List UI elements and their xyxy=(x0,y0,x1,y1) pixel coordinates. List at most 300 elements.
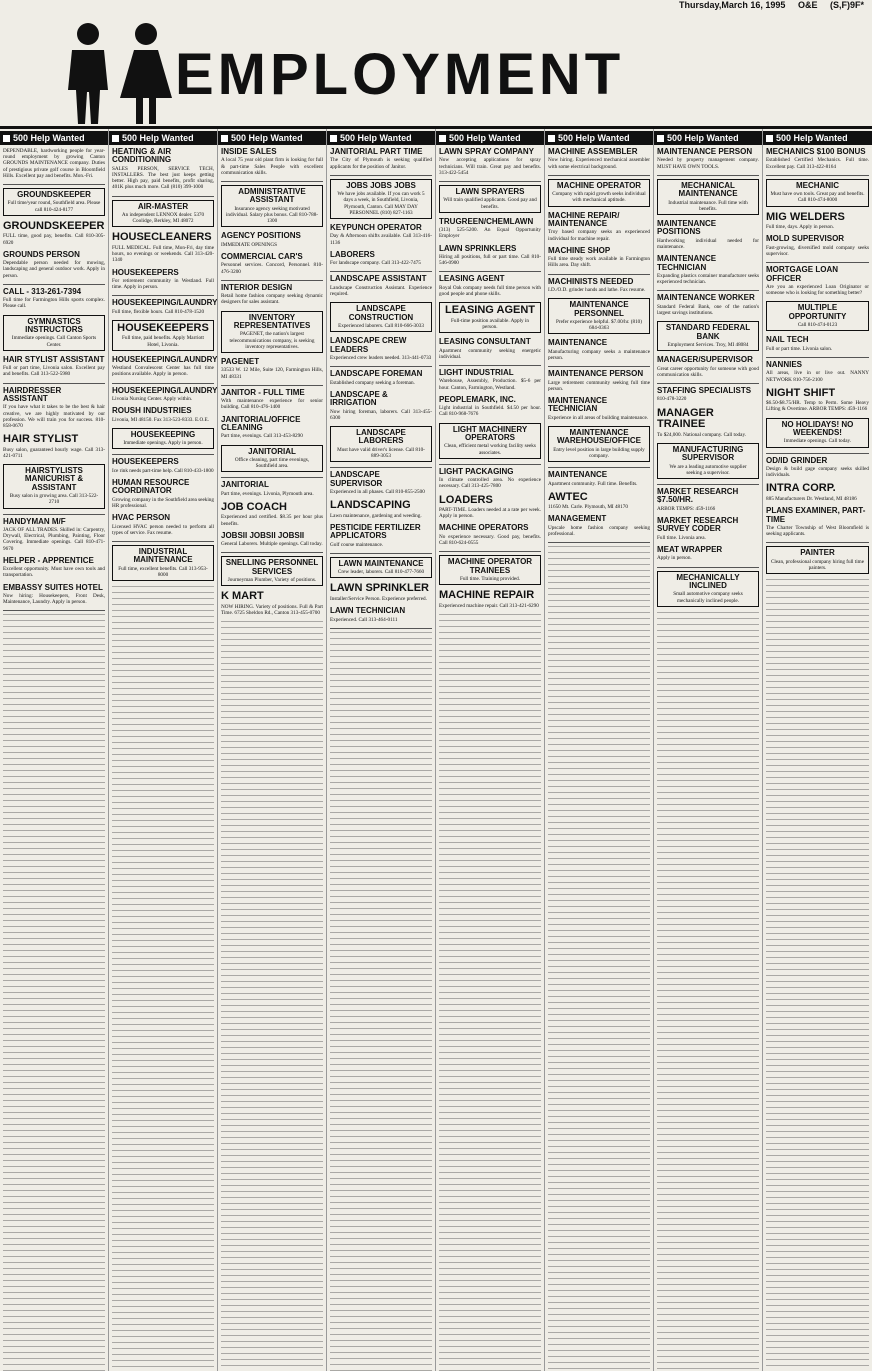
classified-ad xyxy=(112,407,214,423)
ad-divider xyxy=(548,274,650,275)
classified-ad xyxy=(657,356,759,378)
ad-body: Immediate openings. Apply in person. xyxy=(123,440,203,447)
ad-title: MAINTENANCE PERSONNEL xyxy=(569,300,629,318)
classified-ad xyxy=(330,148,432,170)
ad-body: 33533 W. 12 Mile, Suite 120, Farmington Hills, MI 48331 xyxy=(221,367,323,380)
classified-column xyxy=(109,129,218,1371)
ad-body: Part time, evenings. Livonia, Plymouth area. xyxy=(221,490,314,497)
classified-ad xyxy=(439,185,541,213)
ad-body: Established company seeking a foreman. xyxy=(330,379,415,386)
ad-title: MULTIPLE OPPORTUNITY xyxy=(788,303,847,321)
ad-title: MORTGAGE LOAN OFFICER xyxy=(766,265,838,283)
ad-body: All areas, live in or live out. NANNY NETWORK 810-756-2100 xyxy=(766,370,869,383)
ad-title: MARKET RESEARCH $7.50/HR. xyxy=(657,487,739,505)
classified-column xyxy=(218,129,327,1371)
classified-ad xyxy=(330,557,432,579)
ad-title: LIGHT PACKAGING xyxy=(439,466,514,476)
classified-ad xyxy=(3,518,105,552)
ad-body: Now hiring: Housekeepers, Front Desk, Maintenance, Laundry. Apply in person. xyxy=(3,593,105,606)
ad-body: An independent LENNOX dealer. 5370 Coolidge, Berkley, MI 48072 xyxy=(121,211,205,225)
classified-ad xyxy=(766,507,869,537)
classified-ad xyxy=(221,284,323,306)
classified-ad xyxy=(657,571,759,607)
page-tag: (S,F)9F* xyxy=(829,0,864,10)
classified-ad xyxy=(657,321,759,351)
ad-title: LANDSCAPE LABORERS xyxy=(356,427,406,446)
ad-title: STAFFING SPECIALISTS xyxy=(657,385,752,395)
ad-title: INTRA CORP. xyxy=(766,482,836,495)
ad-title: JANITOR - FULL TIME xyxy=(221,387,305,397)
ad-title: HANDYMAN M/F xyxy=(3,516,66,526)
ad-title: MAINTENANCE xyxy=(548,470,608,480)
ad-body: 11650 Mt. Carle. Plymouth, MI 48170 xyxy=(548,504,628,511)
classified-ad xyxy=(221,445,323,473)
ad-title: MACHINE OPERATORS xyxy=(439,523,529,533)
small-print-texture xyxy=(3,614,105,1371)
ad-title: MANUFACTURING SUPERVISOR xyxy=(672,444,744,463)
classified-column xyxy=(763,129,872,1371)
classified-ad xyxy=(657,148,759,170)
classified-ad xyxy=(330,275,432,297)
section-title: EMPLOYMENT xyxy=(175,42,625,107)
ad-title: MARKET RESEARCH SURVEY CODER xyxy=(657,516,739,534)
classified-column xyxy=(0,129,109,1371)
ad-divider xyxy=(439,464,541,465)
ad-title: JOBS JOBS JOBS xyxy=(346,180,416,190)
classified-ad xyxy=(3,464,105,509)
classified-ad xyxy=(439,423,541,459)
ad-body: Clean, efficient metal working facility seeks associates. xyxy=(444,443,536,456)
column-heading-label: 500 Help Wanted xyxy=(776,133,848,143)
classified-columns xyxy=(0,129,872,1371)
classified-ad xyxy=(766,388,869,413)
ad-title: HOUSEKEEPING/LAUNDRY xyxy=(112,385,218,395)
ad-title: LANDSCAPE ASSISTANT xyxy=(330,274,427,284)
ad-title: LAWN SPRAY COMPANY xyxy=(439,147,534,156)
ad-divider xyxy=(439,181,541,182)
ad-divider xyxy=(330,366,432,367)
ad-body: I.D./O.D. grinder hands and lathe. Fax resume. xyxy=(548,286,646,293)
ad-body: Apartment community seeking energetic individual. xyxy=(439,347,541,360)
ad-body: We have jobs available. If you can work 5 days a week, in Southfield, Livonia, Plymouth, Canton. Call MAY DAY PERSONNEL (810) 827-1163 xyxy=(337,191,425,216)
classified-ad xyxy=(221,416,323,440)
ad-divider xyxy=(657,290,759,291)
column-heading xyxy=(327,131,435,145)
ad-body: Licensed HVAC person needed to perform all types of service. Fax resume. xyxy=(112,523,214,536)
ad-divider xyxy=(221,552,323,553)
ad-divider xyxy=(112,295,214,296)
classified-ad xyxy=(439,396,541,418)
classified-ad xyxy=(766,483,869,502)
ad-title: GROUNDS PERSON xyxy=(3,249,80,259)
classified-ad xyxy=(3,315,105,351)
classified-ad xyxy=(439,148,541,176)
ad-body: A local 75 year old plant firm is looking for full & part-time Sales People with excellent communication skills. xyxy=(221,157,323,176)
classified-ad xyxy=(657,255,759,285)
ad-body: Company with rapid growth seeks individual with mechanical aptitude. xyxy=(552,191,646,204)
column-heading-label: 500 Help Wanted xyxy=(340,133,412,143)
ad-body: Golf course maintenance. xyxy=(330,541,384,548)
ad-title: LABORERS xyxy=(330,249,375,259)
ad-divider xyxy=(330,271,432,272)
classified-ad xyxy=(112,545,214,581)
ad-title: LIGHT INDUSTRIAL xyxy=(439,367,514,377)
ad-divider xyxy=(330,467,432,468)
classified-ad xyxy=(766,457,869,479)
ad-title: ROUSH INDUSTRIES xyxy=(112,406,192,416)
ad-body: $6.50-$8.75/HR. Temp to Perm. Some Heavy Lifting & Overtime. ARBOR TEMPS: 459-1166 xyxy=(766,400,869,413)
ad-title: NO HOLIDAYS! NO WEEKENDS! xyxy=(781,419,854,438)
classified-ad xyxy=(3,251,105,279)
classified-ad xyxy=(221,311,323,353)
ad-title: PESTICIDE FERTILIZER APPLICATORS xyxy=(330,522,421,541)
ad-divider xyxy=(766,357,869,358)
small-print-texture xyxy=(330,632,432,1371)
employment-banner xyxy=(0,14,872,129)
square-bullet-icon xyxy=(112,135,119,142)
ad-body: Royal Oak company needs full time person with good people and phone skills. xyxy=(439,284,541,297)
classified-ad xyxy=(112,385,218,403)
ad-divider xyxy=(330,553,432,554)
ad-divider xyxy=(112,383,214,384)
classified-ad xyxy=(221,185,323,227)
ad-divider xyxy=(766,262,869,263)
ad-title: MAINTENANCE TECHNICIAN xyxy=(657,254,717,272)
classified-ad xyxy=(766,546,869,574)
ad-body: Full time for Farmington Hills sports complex. Please call. xyxy=(3,297,105,310)
ad-divider xyxy=(439,271,541,272)
classified-ad xyxy=(330,179,432,219)
ad-body: Full time, paid benefits. Apply Marriott Hotel, Livonia. xyxy=(122,335,204,348)
ad-title: JANITORIAL/OFFICE CLEANING xyxy=(221,414,301,432)
ad-body: General Laborers. Multiple openings. Call today. xyxy=(221,541,323,548)
date-line: Thursday,March 16, 1995 xyxy=(679,0,786,10)
ad-divider xyxy=(657,484,759,485)
ad-title: GROUNDSKEEPER xyxy=(17,190,91,200)
ad-title: LAWN MAINTENANCE xyxy=(338,558,424,568)
ad-title: MAINTENANCE TECHNICIAN xyxy=(548,395,608,414)
ad-body: The Charter Township of West Bloomfield is seeking applicants. xyxy=(766,524,869,538)
ad-divider xyxy=(3,284,105,285)
ad-body: Manufacturing company seeks a maintenance person. xyxy=(548,348,650,361)
ad-body: Part time, evenings. Call 313-453-8290 xyxy=(221,433,303,440)
ad-title: HOUSEKEEPING xyxy=(130,429,196,439)
ad-body: Full time. Livonia area. xyxy=(657,534,706,541)
ad-title: MACHINISTS NEEDED xyxy=(548,276,634,286)
ad-title: HOUSEKEEPING/LAUNDRY xyxy=(112,298,218,308)
ad-body: Full-time position available. Apply in person. xyxy=(451,317,529,330)
ad-title: LANDSCAPE CONSTRUCTION xyxy=(348,304,414,322)
ad-divider xyxy=(112,196,214,197)
ad-title: HELPER - APPRENTICE xyxy=(3,555,94,565)
section-code: O&E xyxy=(797,0,818,10)
ad-body: Livonia, MI 48150. Fax 313-523-8333. E.O.E. xyxy=(112,416,209,423)
ad-title: INTERIOR DESIGN xyxy=(221,282,293,292)
classified-ad xyxy=(548,278,650,294)
classified-ad xyxy=(439,468,541,490)
ad-title: EMBASSY SUITES HOTEL xyxy=(3,582,103,592)
ad-body: Experienced crew leaders needed. 313-441-0733 xyxy=(330,354,432,361)
ad-title: LANDSCAPE FOREMAN xyxy=(330,369,423,379)
classified-ad xyxy=(221,502,323,527)
ad-body: Warehouse, Assembly, Production. $5-6 per hour. Canton, Farmington, Westland. xyxy=(439,378,541,391)
ad-title: MIG WELDERS xyxy=(766,210,845,223)
classified-ad xyxy=(3,434,105,459)
ad-title: MAINTENANCE POSITIONS xyxy=(657,218,717,237)
ad-body: No experience necessary. Good pay, benefits. Call 810-624-0555 xyxy=(439,533,541,547)
ad-body: (313) 525-5200. An Equal Opportunity Employer xyxy=(439,227,541,240)
classified-ad xyxy=(112,428,214,450)
ad-title: MAINTENANCE PERSON xyxy=(548,369,644,379)
ad-title: OD/ID GRINDER xyxy=(766,455,828,465)
ad-title: HOUSEKEEPERS xyxy=(112,457,179,467)
ad-body: Busy salon in growing area. Call 313-522-2710 xyxy=(9,493,99,506)
classified-ad xyxy=(330,583,432,602)
column-heading xyxy=(436,131,544,145)
ad-title: GYMNASTICS INSTRUCTORS xyxy=(25,316,83,334)
page-header-line xyxy=(0,0,872,14)
ad-body: Office cleaning, part time evenings, Southfield area. xyxy=(234,456,310,470)
classified-ad xyxy=(439,495,541,520)
column-heading-label: 500 Help Wanted xyxy=(122,133,194,143)
ad-title: HVAC PERSON xyxy=(112,513,171,523)
ad-title: PLANS EXAMINER, PART-TIME xyxy=(766,506,866,524)
classified-ad xyxy=(330,251,432,267)
classified-ad xyxy=(766,336,869,352)
ad-title: HAIRDRESSER ASSISTANT xyxy=(3,385,62,403)
ad-body: Industrial maintenance. Full time with benefits. xyxy=(668,199,748,212)
ad-divider xyxy=(657,567,759,568)
column-heading xyxy=(218,131,326,145)
classified-ad xyxy=(766,235,869,257)
ad-title: MECHANICALLY INCLINED xyxy=(676,572,740,590)
ad-body: Crew leader, laborers. Call 810-477-7660 xyxy=(337,569,425,576)
classified-ad xyxy=(766,266,869,296)
classified-ad xyxy=(439,302,541,333)
column-heading-label: 500 Help Wanted xyxy=(667,133,739,143)
ad-body: For landscape company. Call 313-422-7475 xyxy=(330,260,421,267)
ad-body: Experienced laborers. Call 810-666-3033 xyxy=(338,322,424,329)
classified-ad xyxy=(112,232,214,263)
ad-divider xyxy=(221,477,323,478)
classified-ad xyxy=(330,391,432,421)
ad-body: To $24,000. National company. Call today. xyxy=(657,431,747,438)
ad-title: STANDARD FEDERAL BANK xyxy=(665,323,751,341)
ad-body: Excellent opportunity. Must have own tools and transportation. xyxy=(3,566,105,579)
ad-divider xyxy=(548,366,650,367)
ad-title: MACHINE SHOP xyxy=(548,245,611,255)
ad-title: HEATING & AIR CONDITIONING xyxy=(112,147,172,165)
ad-divider xyxy=(439,365,541,366)
ad-body: Retail home fashion company seeking dynamic designers for sales assistant. xyxy=(221,293,323,306)
ad-body: If you have what it takes to be the best & hair creative, we are highly motivated by our profession. We will train you for success. 810-858-0670 xyxy=(3,404,105,429)
ad-body: Apply in person. xyxy=(657,555,692,562)
classified-ad xyxy=(112,148,214,191)
square-bullet-icon xyxy=(3,135,10,142)
ad-body: Experienced. Call 313-464-0111 xyxy=(330,616,398,623)
ad-body: Small automotive company seeks mechanically inclined people. xyxy=(673,591,743,604)
ad-title: LANDSCAPE SUPERVISOR xyxy=(330,470,383,488)
ad-body: Installer/Service Person. Experience preferred. xyxy=(330,595,427,602)
ad-body: Must have valid driver's license. Call 810-889-3053 xyxy=(337,446,425,459)
ad-body: DEPENDABLE, hardworking people for year-round employment by growing Canton GROUNDS MAINTENANCE company. Duties of prestigious private golf course in Bloomfield Hills. Excellent pay and benefits. Mon.-Fri. xyxy=(3,148,105,179)
ad-body: Growing company in the Southfield area seeking HR professional. xyxy=(112,496,214,510)
ad-body: Expanding plastics container manufacturer seeks experienced technician. xyxy=(657,272,759,286)
ad-body: Full or part time, Livonia salon. Excellent pay and benefits. Call 313-522-5980 xyxy=(3,365,105,378)
classified-ad xyxy=(112,514,214,536)
classified-ad xyxy=(112,200,214,228)
classified-ad xyxy=(112,320,214,351)
ad-title: HOUSEKEEPERS xyxy=(112,267,179,277)
ad-body: Employment Services. Troy, MI 48084 xyxy=(667,341,749,348)
classified-ad xyxy=(548,515,650,537)
small-print-texture xyxy=(766,579,869,1371)
classified-ad xyxy=(330,224,432,246)
classified-ad xyxy=(548,339,650,361)
classified-ad xyxy=(221,232,323,248)
classified-ad xyxy=(330,426,432,462)
ad-title: LOADERS xyxy=(439,493,493,506)
ad-divider xyxy=(766,542,869,543)
ad-body: Standard Federal Bank, one of the nation's largest savings institutions. xyxy=(657,303,759,316)
ad-title: JOB COACH xyxy=(221,500,288,513)
ad-body: Immediate openings. Call Canton Sports Center. xyxy=(11,335,97,348)
ad-divider xyxy=(112,541,214,542)
ad-title: MAINTENANCE WORKER xyxy=(657,293,755,303)
ad-title: INSIDE SALES xyxy=(221,147,277,156)
column-heading-label: 500 Help Wanted xyxy=(558,133,630,143)
ad-divider xyxy=(221,385,323,386)
classified-ad xyxy=(3,188,105,216)
column-heading xyxy=(654,131,762,145)
ad-body: IMMEDIATE OPENINGS xyxy=(221,241,278,248)
ad-body: Clean, professional company hiring full time painters. xyxy=(770,558,865,571)
classified-ad xyxy=(439,369,541,391)
classified-ad xyxy=(3,356,105,378)
classified-ad xyxy=(439,218,541,240)
classified-ad xyxy=(548,471,650,487)
ad-body: Troy based company seeks an experienced individual for machine repair. xyxy=(548,229,650,242)
ad-divider xyxy=(3,383,105,384)
ad-title: MANAGEMENT xyxy=(548,514,607,524)
small-print-texture xyxy=(657,612,759,1371)
ad-body: Prefer experience helpful. $7.00/hr. (810) 684-0363 xyxy=(556,318,642,332)
classified-ad xyxy=(439,338,541,360)
ad-title: LEASING CONSULTANT xyxy=(439,337,531,347)
classified-ad xyxy=(221,481,323,497)
ad-title: MANAGER/SUPERVISOR xyxy=(657,355,753,365)
ad-title: AGENCY POSITIONS xyxy=(221,231,301,241)
classified-ad xyxy=(330,370,432,386)
classified-ad xyxy=(657,179,759,215)
ad-body: 885 Manufacturers Dr. Westland, MI 48186 xyxy=(766,495,857,502)
ad-divider xyxy=(548,467,650,468)
ad-title: SNELLING PERSONNEL SERVICES xyxy=(225,558,319,576)
ad-body: Full time. Training provided. xyxy=(459,576,521,583)
ad-title: MECHANICAL MAINTENANCE xyxy=(678,180,738,199)
ad-title: NANNIES xyxy=(766,359,803,369)
ad-body: Established Certified Mechanics. Full time. Excellent pay. Call 313-422-8164 xyxy=(766,157,869,170)
ad-body: ARBOR TEMPS: 459-1166 xyxy=(657,505,716,512)
ad-body: Call 810-474-0123 xyxy=(797,322,838,329)
classified-ad xyxy=(439,524,541,546)
ad-title: MACHINE REPAIR/ MAINTENANCE xyxy=(548,210,620,228)
ad-body: Fast-growing, diversified mold company seeks supervisor. xyxy=(766,244,869,257)
ad-title: MOLD SUPERVISOR xyxy=(766,234,845,244)
square-bullet-icon xyxy=(330,135,337,142)
ad-body: FULL time, good pay, benefits. Call 810-305-6920 xyxy=(3,233,105,246)
classified-ad xyxy=(439,555,541,585)
classified-ad xyxy=(330,524,432,548)
ad-title: HAIR STYLIST ASSISTANT xyxy=(3,354,105,364)
ad-title: COMMERCIAL CAR'S xyxy=(221,251,303,261)
ad-body: PART-TIME. Loaders needed at a rate per week. Apply in person. xyxy=(439,507,541,520)
classified-ad xyxy=(3,288,105,310)
ad-body: Apartment community. Full time. Benefits. xyxy=(548,480,638,487)
classified-ad xyxy=(112,479,214,509)
ad-body: In climate controlled area. No experience necessary. Call 313-425-7800 xyxy=(439,477,541,490)
ad-title: PAGENET xyxy=(221,356,260,366)
ad-body: Light industrial in Southfield. $4.50 per hour. Call 810-968-7676 xyxy=(439,405,541,418)
ad-divider xyxy=(439,551,541,552)
ad-title: LAWN SPRINKLERS xyxy=(439,243,517,253)
column-heading-label: 500 Help Wanted xyxy=(13,133,85,143)
classified-ad xyxy=(3,221,105,246)
ad-body: Full time/year round, Southfield area. Please call 810-424-8177 xyxy=(7,200,101,213)
classified-ad xyxy=(766,301,869,331)
classified-column xyxy=(545,129,654,1371)
classified-ad xyxy=(766,179,869,207)
classified-ad xyxy=(439,275,541,297)
ad-body: The City of Plymouth is seeking qualified applicants for the position of Janitor. xyxy=(330,157,432,170)
ad-title: MECHANICS $100 BONUS xyxy=(766,147,866,156)
ad-body: Experience in all areas of building maintenance. xyxy=(548,414,649,421)
classified-ad xyxy=(3,557,105,579)
ad-divider xyxy=(112,454,214,455)
ad-body: Now accepting applications for spray technicians. Will train. Great pay and benefits. 313-422-5454 xyxy=(439,157,541,176)
square-bullet-icon xyxy=(657,135,664,142)
ad-title: LANDSCAPE & IRRIGATION xyxy=(330,389,388,408)
classified-ad xyxy=(548,397,650,421)
ad-title: MACHINE ASSEMBLER xyxy=(548,147,638,156)
classified-ad xyxy=(221,253,323,275)
ad-title: INVENTORY REPRESENTATIVES xyxy=(233,312,311,330)
ad-title: PEOPLEMARK, INC. xyxy=(439,394,516,404)
ad-title: HOUSEKEEPING/LAUNDRY xyxy=(112,354,218,364)
ad-title: AWTEC xyxy=(548,490,588,503)
classified-ad xyxy=(548,212,650,242)
classified-ad xyxy=(112,354,218,378)
ad-body: Needed by property management company. MUST HAVE OWN TOOLS. xyxy=(657,157,759,170)
column-heading-label: 500 Help Wanted xyxy=(449,133,521,143)
ad-body: Livonia Nursing Center. Apply within. xyxy=(112,396,193,403)
ad-title: JANITORIAL xyxy=(221,480,269,490)
ad-title: MECHANIC xyxy=(795,180,840,190)
classified-ad xyxy=(548,247,650,269)
ad-body: Immediate openings. Call today. xyxy=(783,438,852,445)
ad-title: JOBSII JOBSII JOBSII xyxy=(221,530,305,540)
classified-column xyxy=(436,129,545,1371)
classified-ad xyxy=(330,337,432,361)
ad-body: Full time steady work available in Farmington Hills area. Day shift. xyxy=(548,256,650,269)
ad-divider xyxy=(221,181,323,182)
ad-title: TRUGREEN/CHEMLAWN xyxy=(439,216,534,226)
ad-title: AIR-MASTER xyxy=(137,201,189,211)
ad-title: LEASING AGENT xyxy=(439,274,505,284)
ad-title: LANDSCAPE CREW LEADERS xyxy=(330,336,407,354)
classified-ad xyxy=(330,471,432,495)
classified-column xyxy=(654,129,763,1371)
